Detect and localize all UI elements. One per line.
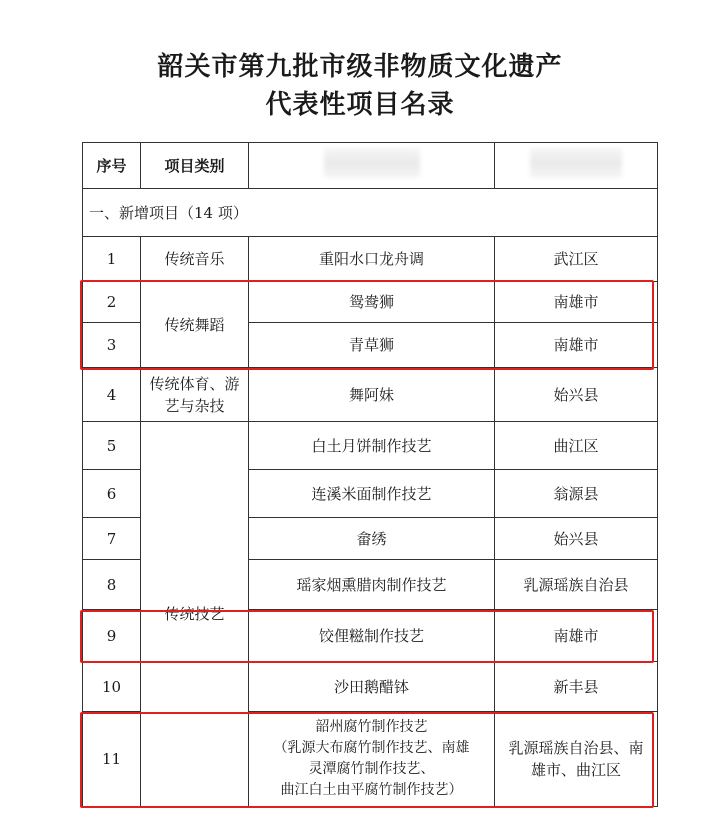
row-area: 武江区 bbox=[495, 237, 658, 282]
row-name: 连溪米面制作技艺 bbox=[249, 470, 495, 518]
category-craft-label: 传统技艺 bbox=[164, 605, 225, 623]
title-line-1: 韶关市第九批市级非物质文化遗产 bbox=[157, 52, 563, 82]
row-area: 南雄市 bbox=[495, 610, 658, 662]
row-area: 始兴县 bbox=[495, 518, 658, 560]
row-name: 畲绣 bbox=[249, 518, 495, 560]
row-name-line: 曲江白土由平腐竹制作技艺） bbox=[280, 782, 463, 798]
row-name: 瑶家烟熏腊肉制作技艺 bbox=[249, 560, 495, 610]
section-row bbox=[83, 189, 658, 237]
header-name-redacted bbox=[249, 143, 495, 189]
row-no: 2 bbox=[83, 282, 141, 323]
row-no: 11 bbox=[83, 712, 141, 807]
row-name: 青草狮 bbox=[249, 323, 495, 368]
header-category: 项目类别 bbox=[141, 143, 249, 189]
row-name: 鸳鸯狮 bbox=[249, 282, 495, 323]
row-category bbox=[141, 422, 249, 807]
row-name-line: （乳源大布腐竹制作技艺、南雄 bbox=[273, 740, 470, 756]
category-sports-label: 传统体育、游艺与杂技 bbox=[149, 374, 240, 415]
row-area-line: 雄市、曲江区 bbox=[530, 761, 621, 779]
row-name: 白土月饼制作技艺 bbox=[249, 422, 495, 470]
header-no: 序号 bbox=[83, 143, 141, 189]
row-no: 6 bbox=[83, 470, 141, 518]
table-row bbox=[83, 368, 658, 422]
row-name-line: 韶州腐竹制作技艺 bbox=[315, 719, 428, 735]
row-area: 乳源瑶族自治县 bbox=[495, 560, 658, 610]
row-no: 8 bbox=[83, 560, 141, 610]
row-name: 沙田鹅醋钵 bbox=[249, 662, 495, 712]
title-line-2: 代表性项目名录 bbox=[265, 90, 455, 120]
row-no: 1 bbox=[83, 237, 141, 282]
table-header-row bbox=[83, 143, 658, 189]
row-area: 始兴县 bbox=[495, 368, 658, 422]
table-row bbox=[83, 237, 658, 282]
row-category: 传统音乐 bbox=[141, 237, 249, 282]
row-no: 4 bbox=[83, 368, 141, 422]
row-name: 重阳水口龙舟调 bbox=[249, 237, 495, 282]
row-no: 5 bbox=[83, 422, 141, 470]
row-no: 7 bbox=[83, 518, 141, 560]
row-area bbox=[495, 712, 658, 807]
row-name: 舞阿妹 bbox=[249, 368, 495, 422]
row-no: 10 bbox=[83, 662, 141, 712]
row-name-line: 灵潭腐竹制作技艺、 bbox=[308, 761, 435, 777]
row-area: 新丰县 bbox=[495, 662, 658, 712]
section-title: 一、新增项目（14 项） bbox=[83, 189, 658, 237]
header-area-redacted bbox=[495, 143, 658, 189]
row-area: 曲江区 bbox=[495, 422, 658, 470]
heritage-table bbox=[82, 142, 658, 807]
row-no: 9 bbox=[83, 610, 141, 662]
row-no: 3 bbox=[83, 323, 141, 368]
row-area: 南雄市 bbox=[495, 282, 658, 323]
page-title bbox=[0, 48, 720, 124]
row-area: 翁源县 bbox=[495, 470, 658, 518]
row-name: 饺俚糍制作技艺 bbox=[249, 610, 495, 662]
row-category: 传统舞蹈 bbox=[141, 282, 249, 368]
table-row bbox=[83, 282, 658, 323]
row-area: 南雄市 bbox=[495, 323, 658, 368]
row-name bbox=[249, 712, 495, 807]
row-category bbox=[141, 368, 249, 422]
table-row bbox=[83, 422, 658, 470]
row-area-line: 乳源瑶族自治县、南 bbox=[508, 739, 644, 757]
